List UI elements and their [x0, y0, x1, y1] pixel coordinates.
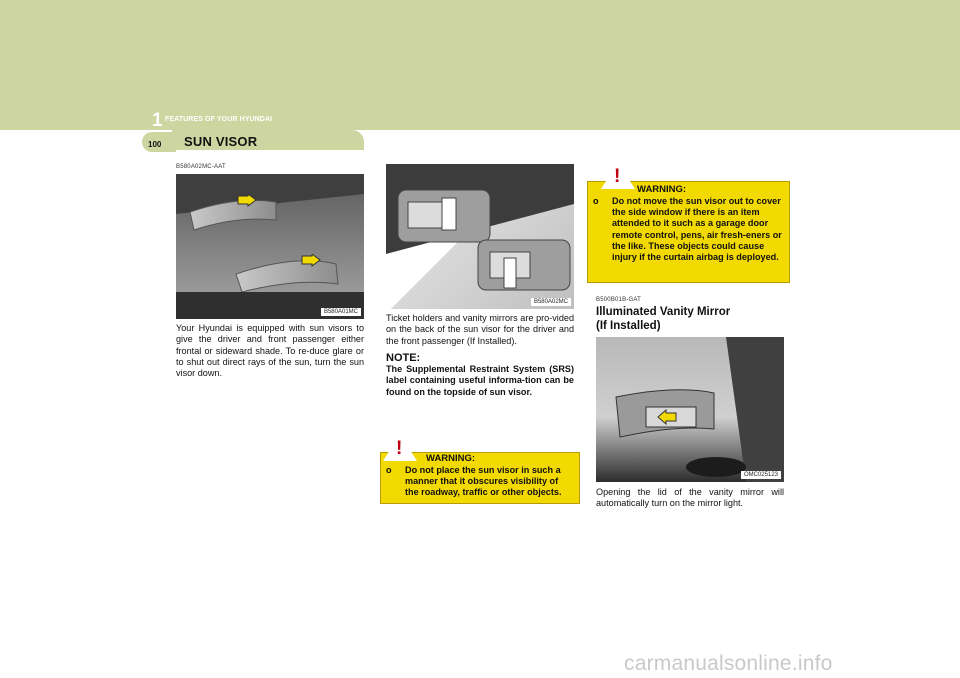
sun-visor-illustration [176, 174, 364, 319]
chapter-number: 1 [152, 110, 163, 131]
adjust-arrow-icon [300, 254, 322, 270]
warning-bullet: o [386, 465, 392, 475]
ticket-holder-paragraph: Ticket holders and vanity mirrors are pro-vided on the back of the sun visor for the driver and the front passenger (If Installed). [386, 313, 574, 346]
header-band [0, 0, 960, 130]
page-number: 100 [148, 140, 162, 149]
vanity-mirror-illustration [596, 337, 784, 482]
figure-label: OMC025123 [741, 471, 781, 479]
warning-body: Do not place the sun visor in such a manner that it obscures visibility of the roadway, traffic or other objects. [405, 465, 562, 498]
note-heading: NOTE: [386, 351, 421, 364]
chapter-title: FEATURES OF YOUR HYUNDAI [165, 116, 273, 123]
figure-label: B580A02MC [531, 298, 571, 306]
ticket-holder-illustration [386, 164, 574, 309]
middle-column-text [386, 313, 574, 398]
note-body: The Supplemental Restraint System (SRS) label containing useful informa-tion can be found on the topside of sun visor. [386, 364, 574, 397]
section-code: B580A02MC-AAT [176, 164, 226, 170]
warning-text [386, 465, 574, 499]
vanity-mirror-paragraph: Opening the lid of the vanity mirror will automatically turn on the mirror light. [596, 487, 784, 509]
warning-exclamation: ! [614, 166, 621, 187]
figure-label: B580A01MC [321, 308, 361, 316]
heading-line-1: Illuminated Vanity Mirror [596, 306, 731, 318]
section-title: SUN VISOR [184, 134, 258, 149]
subsection-heading [596, 305, 730, 333]
ticket-holder-photo [386, 164, 574, 309]
adjust-arrow-icon [656, 409, 678, 425]
warning-title: WARNING: [426, 453, 476, 464]
warning-exclamation: ! [396, 438, 403, 459]
warning-title: WARNING: [637, 184, 687, 195]
warning-bullet: o [593, 196, 599, 206]
sun-visor-paragraph: Your Hyundai is equipped with sun visors to give the driver and front passenger either frontal or sideward shade. To re-duce glare or to shut out direct rays of the sun, turn the sun visor down. [176, 323, 364, 379]
watermark: carmanualsonline.info [624, 652, 833, 675]
sun-visor-photo [176, 174, 364, 319]
warning-text [593, 196, 784, 263]
section-code: B500B01B-GAT [596, 297, 641, 303]
vanity-mirror-photo [596, 337, 784, 482]
warning-body: Do not move the sun visor out to cover the side window if there is an item attended to it such as a garage door remote control, pens, air fresh-eners or the like. These objects could cause injury if the curtain airbag is deployed. [612, 196, 782, 263]
heading-line-2: (If Installed) [596, 320, 661, 332]
adjust-arrow-icon [236, 194, 258, 210]
